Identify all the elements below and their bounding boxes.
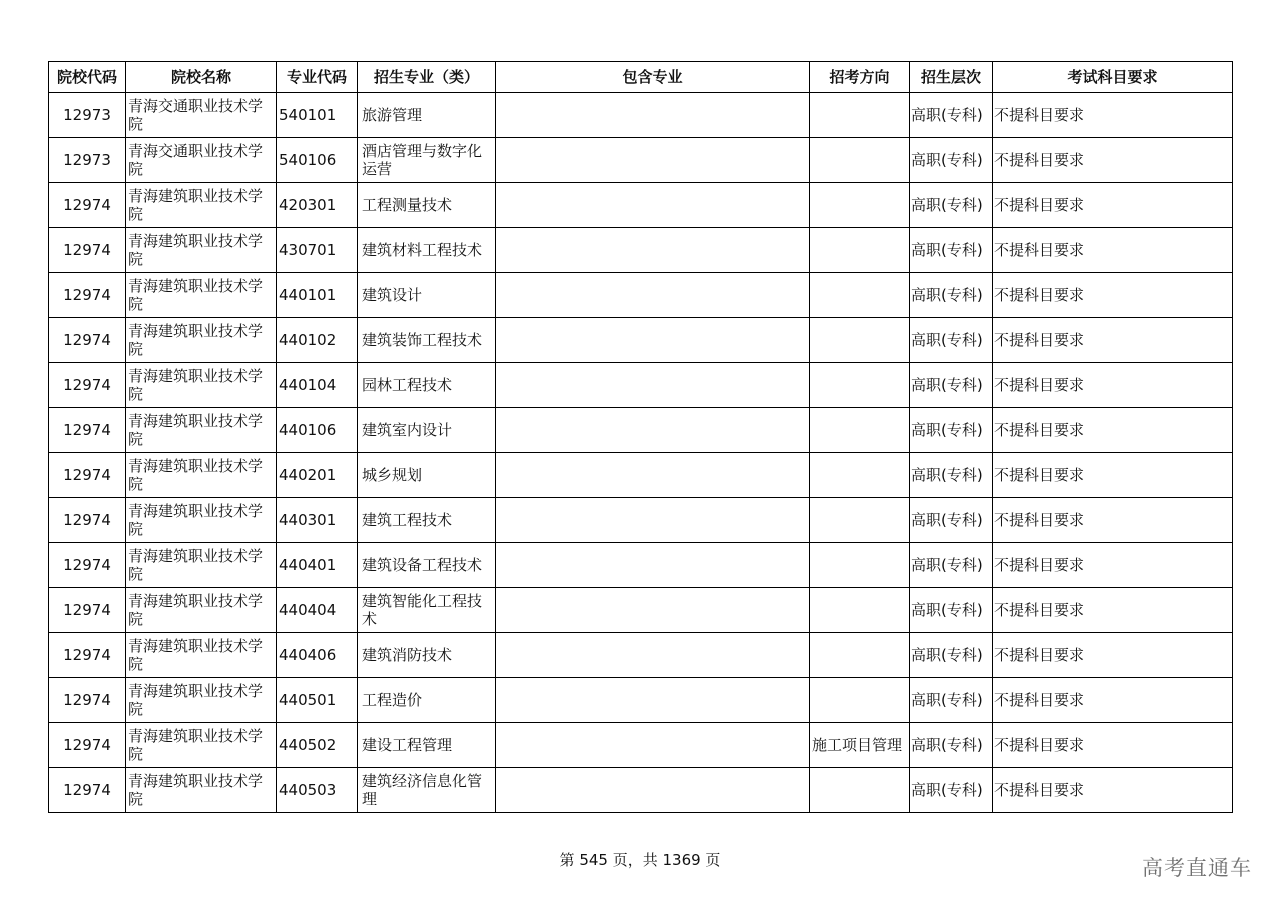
cell-level: 高职(专科) <box>910 768 993 813</box>
table-row <box>49 498 1233 543</box>
cell-school-code: 12974 <box>49 273 126 318</box>
cell-requirement: 不提科目要求 <box>993 93 1233 138</box>
cell-school-name: 青海建筑职业技术学院 <box>126 363 277 408</box>
cell-school-code: 12973 <box>49 138 126 183</box>
cell-included-majors <box>496 453 810 498</box>
cell-level: 高职(专科) <box>910 453 993 498</box>
cell-school-code: 12974 <box>49 363 126 408</box>
table-row <box>49 408 1233 453</box>
cell-major: 建筑室内设计 <box>358 408 496 453</box>
cell-direction <box>810 183 910 228</box>
cell-school-code: 12974 <box>49 228 126 273</box>
cell-major-code: 540101 <box>277 93 358 138</box>
cell-level: 高职(专科) <box>910 93 993 138</box>
cell-direction <box>810 408 910 453</box>
header-school-name: 院校名称 <box>126 62 277 93</box>
cell-direction <box>810 138 910 183</box>
cell-school-name: 青海建筑职业技术学院 <box>126 183 277 228</box>
cell-direction <box>810 543 910 588</box>
cell-included-majors <box>496 273 810 318</box>
cell-major-code: 440106 <box>277 408 358 453</box>
cell-included-majors <box>496 138 810 183</box>
cell-requirement: 不提科目要求 <box>993 723 1233 768</box>
cell-major-code: 440104 <box>277 363 358 408</box>
cell-school-name: 青海建筑职业技术学院 <box>126 408 277 453</box>
cell-school-code: 12973 <box>49 93 126 138</box>
cell-level: 高职(专科) <box>910 498 993 543</box>
cell-school-name: 青海建筑职业技术学院 <box>126 318 277 363</box>
watermark-logo-text: 高考直通车 <box>1142 856 1252 880</box>
cell-level: 高职(专科) <box>910 183 993 228</box>
table-row <box>49 93 1233 138</box>
table-row <box>49 138 1233 183</box>
cell-included-majors <box>496 678 810 723</box>
cell-included-majors <box>496 633 810 678</box>
cell-requirement: 不提科目要求 <box>993 318 1233 363</box>
cell-school-code: 12974 <box>49 588 126 633</box>
cell-included-majors <box>496 408 810 453</box>
cell-major: 建筑装饰工程技术 <box>358 318 496 363</box>
cell-school-code: 12974 <box>49 678 126 723</box>
cell-level: 高职(专科) <box>910 633 993 678</box>
cell-requirement: 不提科目要求 <box>993 183 1233 228</box>
table-row <box>49 588 1233 633</box>
cell-major-code: 440401 <box>277 543 358 588</box>
cell-direction <box>810 678 910 723</box>
cell-major-code: 440201 <box>277 453 358 498</box>
cell-school-name: 青海建筑职业技术学院 <box>126 678 277 723</box>
header-direction: 招考方向 <box>810 62 910 93</box>
cell-requirement: 不提科目要求 <box>993 498 1233 543</box>
cell-school-code: 12974 <box>49 318 126 363</box>
table-row <box>49 228 1233 273</box>
table-row <box>49 768 1233 813</box>
cell-major-code: 440501 <box>277 678 358 723</box>
cell-requirement: 不提科目要求 <box>993 138 1233 183</box>
cell-requirement: 不提科目要求 <box>993 363 1233 408</box>
cell-direction <box>810 498 910 543</box>
cell-school-code: 12974 <box>49 543 126 588</box>
cell-major-code: 440301 <box>277 498 358 543</box>
cell-direction <box>810 228 910 273</box>
header-school-code: 院校代码 <box>49 62 126 93</box>
cell-requirement: 不提科目要求 <box>993 633 1233 678</box>
cell-school-name: 青海建筑职业技术学院 <box>126 588 277 633</box>
cell-school-name: 青海建筑职业技术学院 <box>126 723 277 768</box>
cell-requirement: 不提科目要求 <box>993 588 1233 633</box>
cell-included-majors <box>496 543 810 588</box>
cell-level: 高职(专科) <box>910 318 993 363</box>
cell-direction: 施工项目管理 <box>810 723 910 768</box>
cell-requirement: 不提科目要求 <box>993 678 1233 723</box>
cell-direction <box>810 633 910 678</box>
cell-major: 建筑智能化工程技术 <box>358 588 496 633</box>
cell-major-code: 440102 <box>277 318 358 363</box>
table-body <box>49 93 1233 813</box>
cell-major-code: 420301 <box>277 183 358 228</box>
cell-included-majors <box>496 588 810 633</box>
cell-included-majors <box>496 228 810 273</box>
cell-included-majors <box>496 93 810 138</box>
table-row <box>49 678 1233 723</box>
cell-school-code: 12974 <box>49 633 126 678</box>
cell-school-code: 12974 <box>49 453 126 498</box>
cell-major: 建筑工程技术 <box>358 498 496 543</box>
cell-major-code: 440404 <box>277 588 358 633</box>
header-major: 招生专业（类） <box>358 62 496 93</box>
cell-major-code: 440502 <box>277 723 358 768</box>
cell-major-code: 430701 <box>277 228 358 273</box>
cell-school-name: 青海建筑职业技术学院 <box>126 768 277 813</box>
cell-major: 建筑经济信息化管理 <box>358 768 496 813</box>
cell-major: 建筑消防技术 <box>358 633 496 678</box>
cell-requirement: 不提科目要求 <box>993 768 1233 813</box>
cell-major-code: 440101 <box>277 273 358 318</box>
cell-direction <box>810 453 910 498</box>
table-row <box>49 273 1233 318</box>
header-included-majors: 包含专业 <box>496 62 810 93</box>
header-major-code: 专业代码 <box>277 62 358 93</box>
cell-major: 建筑设计 <box>358 273 496 318</box>
cell-level: 高职(专科) <box>910 588 993 633</box>
cell-direction <box>810 363 910 408</box>
page-number: 第 545 页，共 1369 页 <box>559 851 721 869</box>
cell-direction <box>810 273 910 318</box>
cell-level: 高职(专科) <box>910 228 993 273</box>
table-row <box>49 363 1233 408</box>
table-header-row <box>49 62 1233 93</box>
cell-included-majors <box>496 363 810 408</box>
cell-requirement: 不提科目要求 <box>993 228 1233 273</box>
cell-direction <box>810 588 910 633</box>
cell-school-name: 青海交通职业技术学院 <box>126 138 277 183</box>
cell-school-name: 青海建筑职业技术学院 <box>126 498 277 543</box>
cell-requirement: 不提科目要求 <box>993 543 1233 588</box>
cell-included-majors <box>496 183 810 228</box>
cell-major-code: 440503 <box>277 768 358 813</box>
cell-direction <box>810 768 910 813</box>
table-row <box>49 453 1233 498</box>
cell-major: 工程造价 <box>358 678 496 723</box>
cell-major: 城乡规划 <box>358 453 496 498</box>
table-row <box>49 183 1233 228</box>
cell-requirement: 不提科目要求 <box>993 453 1233 498</box>
cell-direction <box>810 318 910 363</box>
cell-school-name: 青海建筑职业技术学院 <box>126 273 277 318</box>
cell-major: 工程测量技术 <box>358 183 496 228</box>
table-row <box>49 318 1233 363</box>
cell-school-name: 青海交通职业技术学院 <box>126 93 277 138</box>
cell-school-code: 12974 <box>49 768 126 813</box>
table-row <box>49 633 1233 678</box>
cell-requirement: 不提科目要求 <box>993 273 1233 318</box>
cell-included-majors <box>496 768 810 813</box>
cell-included-majors <box>496 498 810 543</box>
cell-school-name: 青海建筑职业技术学院 <box>126 633 277 678</box>
cell-level: 高职(专科) <box>910 273 993 318</box>
cell-school-code: 12974 <box>49 408 126 453</box>
cell-major: 旅游管理 <box>358 93 496 138</box>
header-requirement: 考试科目要求 <box>993 62 1233 93</box>
cell-major: 建筑设备工程技术 <box>358 543 496 588</box>
cell-school-code: 12974 <box>49 723 126 768</box>
cell-major: 建设工程管理 <box>358 723 496 768</box>
cell-level: 高职(专科) <box>910 543 993 588</box>
cell-major-code: 440406 <box>277 633 358 678</box>
cell-school-name: 青海建筑职业技术学院 <box>126 228 277 273</box>
cell-requirement: 不提科目要求 <box>993 408 1233 453</box>
cell-school-name: 青海建筑职业技术学院 <box>126 453 277 498</box>
cell-major: 酒店管理与数字化运营 <box>358 138 496 183</box>
cell-included-majors <box>496 723 810 768</box>
table-row <box>49 723 1233 768</box>
header-level: 招生层次 <box>910 62 993 93</box>
enrollment-table <box>48 61 1233 813</box>
table-row <box>49 543 1233 588</box>
cell-school-code: 12974 <box>49 183 126 228</box>
cell-level: 高职(专科) <box>910 408 993 453</box>
cell-level: 高职(专科) <box>910 678 993 723</box>
cell-school-name: 青海建筑职业技术学院 <box>126 543 277 588</box>
cell-school-code: 12974 <box>49 498 126 543</box>
cell-included-majors <box>496 318 810 363</box>
cell-major: 园林工程技术 <box>358 363 496 408</box>
cell-major: 建筑材料工程技术 <box>358 228 496 273</box>
cell-level: 高职(专科) <box>910 723 993 768</box>
cell-level: 高职(专科) <box>910 138 993 183</box>
cell-level: 高职(专科) <box>910 363 993 408</box>
cell-direction <box>810 93 910 138</box>
cell-major-code: 540106 <box>277 138 358 183</box>
